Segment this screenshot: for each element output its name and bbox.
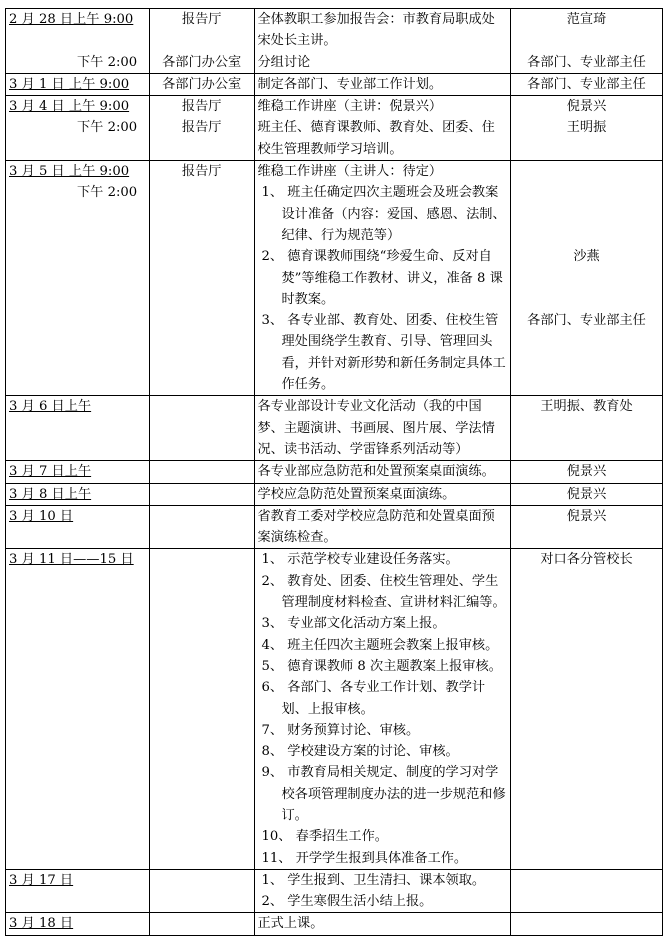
content-cell	[254, 483, 511, 505]
list-item: 10、 春季招生工作。	[261, 829, 388, 845]
responsible-cell	[511, 73, 663, 95]
date-cell	[6, 461, 150, 483]
list-item: 11、 开学学生报到具体准备工作。	[261, 850, 468, 866]
list-item: 6、 各部门、各专业工作计划、教学计划、上报审核。	[261, 680, 486, 717]
content-cell	[254, 461, 511, 483]
responsible-text: 倪景兴	[566, 486, 607, 502]
list-item: 1、 学生报到、卫生清扫、课本领取。	[261, 872, 486, 888]
place-text: 报告厅	[181, 164, 222, 180]
responsible-cell	[511, 869, 663, 913]
place-text: 各部门办公室	[162, 76, 242, 92]
date-text: 3 月 6 日上午	[9, 399, 92, 415]
date-text: 3 月 10 日	[9, 508, 74, 524]
list-item: 1、 班主任确定四次主题班会及班会教案设计准备（内容：爱国、感恩、法制、纪律、行为规范等）	[261, 185, 506, 243]
responsible-text: 王明振	[566, 120, 607, 136]
date-text: 3 月 4 日 上午 9:00	[9, 99, 130, 115]
schedule-table	[5, 8, 663, 936]
responsible-text: 各部门、专业部主任	[527, 313, 646, 329]
date-text: 2 月 28 日上午 9:00	[9, 12, 134, 27]
table-row	[6, 9, 663, 74]
place-text: 报告厅	[181, 12, 222, 27]
content-text: 班主任、德育课教师、教育处、团委、住校生管理教师学习培训。	[257, 120, 495, 157]
table-row	[6, 549, 663, 869]
responsible-cell	[511, 549, 663, 869]
date-cell	[6, 549, 150, 869]
date-text: 3 月 1 日 上午 9:00	[9, 76, 130, 92]
date-text: 3 月 7 日上午	[9, 464, 92, 480]
schedule-document	[5, 8, 663, 936]
table-row	[6, 913, 663, 935]
content-text: 制定各部门、专业部工作计划。	[257, 76, 443, 92]
responsible-cell	[511, 913, 663, 935]
content-title: 维稳工作讲座（主讲人：待定）	[257, 164, 443, 180]
date-cell	[6, 483, 150, 505]
place-text: 报告厅	[181, 99, 222, 115]
content-cell	[254, 505, 511, 549]
place-cell	[149, 396, 254, 461]
content-text: 学校应急防范处置预案桌面演练。	[257, 486, 456, 502]
list-item: 2、 德育课教师围绕“珍爱生命、反对自焚”等维稳工作教材、讲义，准备 8 课时教案。	[261, 249, 503, 307]
table-row	[6, 483, 663, 505]
responsible-cell	[511, 396, 663, 461]
list-item: 2、 教育处、团委、住校生管理处、学生管理制度材料检查、宣讲材料汇编等。	[261, 573, 506, 611]
responsible-cell	[511, 461, 663, 483]
content-cell	[254, 869, 511, 913]
content-text: 全体教职工参加报告会：市教育局职成处宋处长主讲。	[257, 12, 495, 49]
table-row	[6, 73, 663, 95]
responsible-cell	[511, 483, 663, 505]
date-cell	[6, 9, 150, 74]
content-cell	[254, 9, 511, 74]
responsible-cell	[511, 96, 663, 161]
content-cell	[254, 161, 511, 396]
table-row	[6, 505, 663, 549]
content-cell	[254, 549, 511, 869]
date-text: 3 月 8 日上午	[9, 486, 92, 502]
table-row	[6, 396, 663, 461]
place-text: 报告厅	[181, 120, 222, 136]
list-item: 3、 各专业部、教育处、团委、住校生管理处围绕学生教育、引导、管理回头看，并针对新形势和新任务制定具体工作任务。	[261, 313, 506, 393]
responsible-cell	[511, 505, 663, 549]
date-text: 3 月 11 日——15 日	[9, 552, 134, 568]
responsible-text: 范宣琦	[566, 12, 607, 27]
responsible-text: 倪景兴	[566, 508, 607, 524]
date-text: 3 月 17 日	[9, 872, 74, 888]
table-row	[6, 96, 663, 161]
list-item: 1、 示范学校专业建设任务落实。	[261, 552, 459, 568]
date-cell	[6, 913, 150, 935]
place-cell	[149, 73, 254, 95]
content-cell	[254, 73, 511, 95]
responsible-text: 王明振、教育处	[540, 399, 633, 415]
place-cell	[149, 461, 254, 483]
date-cell	[6, 96, 150, 161]
content-cell	[254, 913, 511, 935]
place-cell	[149, 913, 254, 935]
responsible-cell	[511, 9, 663, 74]
date-cell	[6, 505, 150, 549]
date-cell	[6, 869, 150, 913]
date-cell	[6, 396, 150, 461]
date-text: 下午 2:00	[77, 120, 138, 136]
place-cell	[149, 9, 254, 74]
place-cell	[149, 96, 254, 161]
table-row	[6, 161, 663, 396]
date-text: 3 月 5 日 上午 9:00	[9, 164, 130, 180]
content-text: 维稳工作讲座（主讲：倪景兴）	[257, 99, 443, 115]
list-item: 4、 班主任四次主题班会教案上报审核。	[261, 637, 499, 653]
responsible-text: 沙燕	[573, 249, 600, 265]
date-cell	[6, 161, 150, 396]
content-text: 各专业部应急防范和处置预案桌面演练。	[257, 464, 495, 480]
content-text: 分组讨论	[257, 54, 311, 70]
content-cell	[254, 396, 511, 461]
content-text: 正式上课。	[257, 916, 324, 932]
list-item: 5、 德育课教师 8 次主题教案上报审核。	[261, 658, 502, 674]
responsible-text: 倪景兴	[566, 99, 607, 115]
list-item: 2、 学生寒假生活小结上报。	[261, 894, 433, 910]
responsible-text: 对口各分管校长	[540, 552, 633, 568]
content-text: 省教育工委对学校应急防范和处置桌面预案演练检查。	[257, 508, 495, 546]
responsible-text: 各部门、专业部主任	[527, 76, 646, 92]
date-text: 下午 2:00	[77, 54, 138, 70]
place-cell	[149, 161, 254, 396]
date-cell	[6, 73, 150, 95]
responsible-cell	[511, 161, 663, 396]
date-text: 下午 2:00	[77, 185, 138, 201]
place-cell	[149, 549, 254, 869]
table-row	[6, 461, 663, 483]
list-item: 3、 专业部文化活动方案上报。	[261, 616, 446, 632]
place-cell	[149, 505, 254, 549]
table-row	[6, 869, 663, 913]
list-item: 8、 学校建设方案的讨论、审核。	[261, 744, 459, 760]
place-text: 各部门办公室	[162, 54, 242, 70]
date-text: 3 月 18 日	[9, 916, 74, 932]
list-item: 7、 财务预算讨论、审核。	[261, 722, 420, 738]
content-text: 各专业部设计专业文化活动（我的中国梦、主题演讲、书画展、图片展、学法情况、读书活动、学雷锋系列活动等）	[257, 399, 495, 457]
responsible-text: 倪景兴	[566, 464, 607, 480]
place-cell	[149, 483, 254, 505]
list-item: 9、 市教育局相关规定、制度的学习对学校各项管理制度办法的进一步规范和修订。	[261, 765, 506, 823]
content-cell	[254, 96, 511, 161]
place-cell	[149, 869, 254, 913]
responsible-text: 各部门、专业部主任	[527, 54, 646, 70]
